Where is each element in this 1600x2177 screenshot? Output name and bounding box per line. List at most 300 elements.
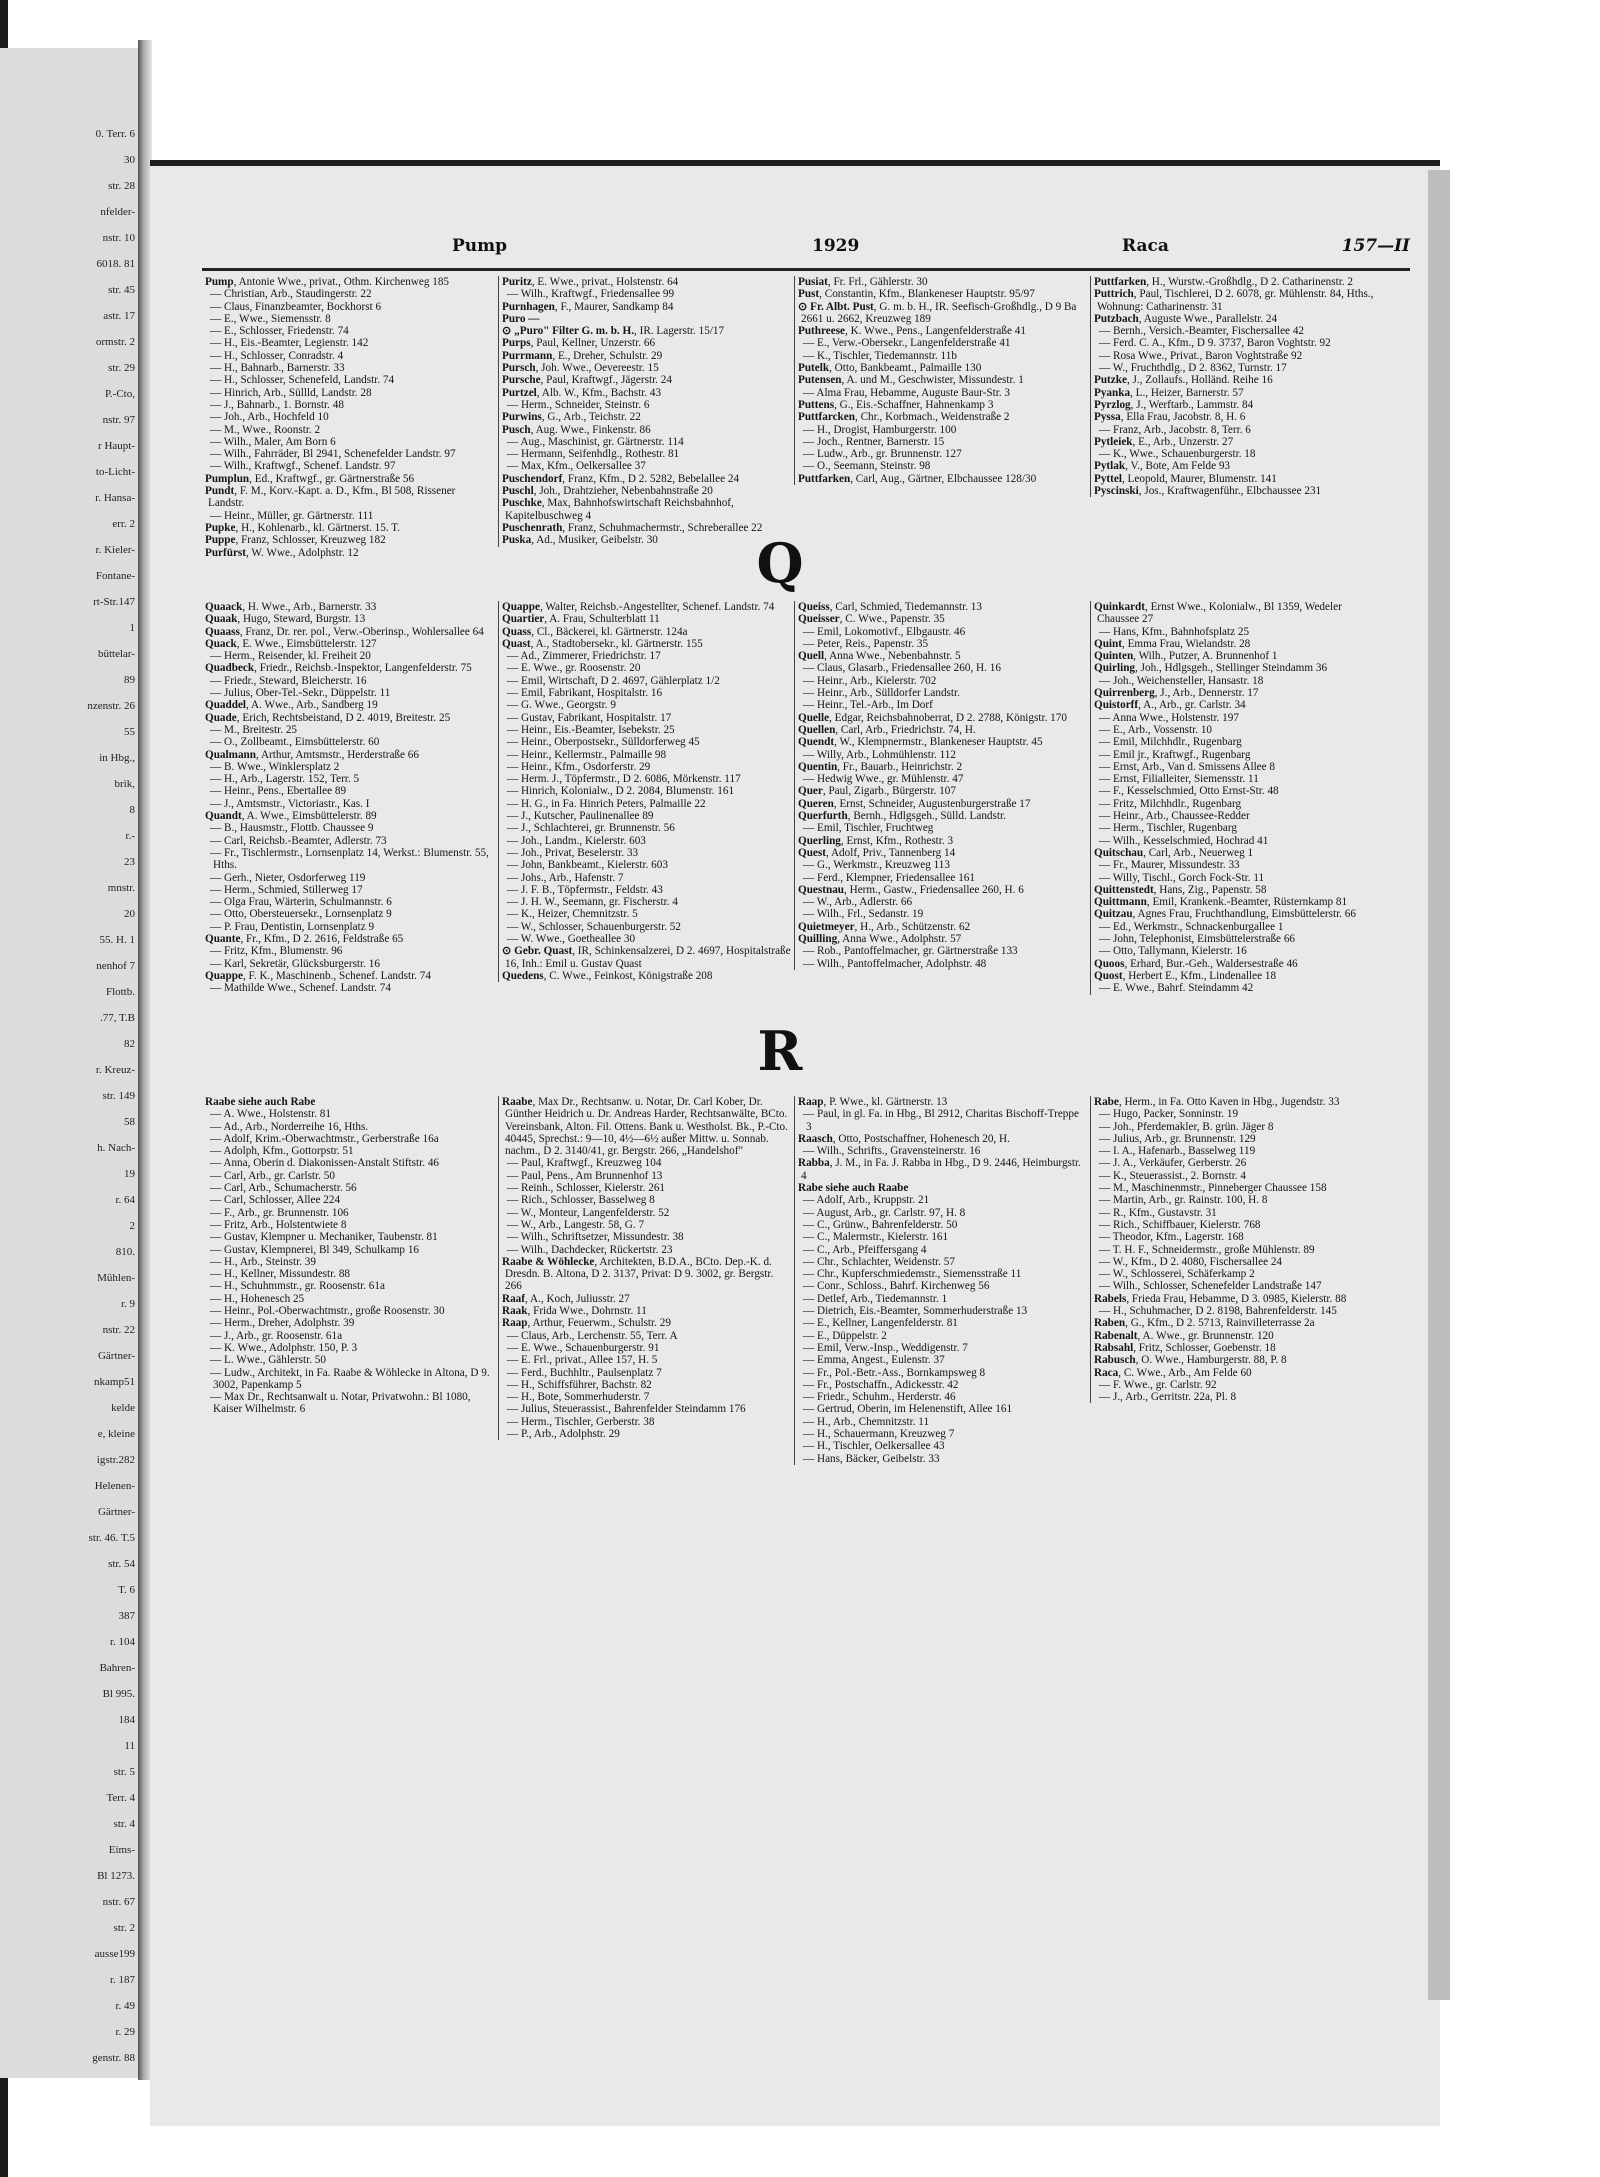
directory-entry: — Chr., Kupferschmiedemstr., Siemensstraße 11 (803, 1268, 1022, 1281)
directory-entry: — F., Arb., gr. Brunnenstr. 106 (210, 1206, 349, 1219)
directory-entry: — Wilh., Kraftwgf., Schenef. Landstr. 97 (210, 460, 396, 473)
directory-entry: Quast, A., Stadtobersekr., kl. Gärtnerstr. 155 (502, 637, 703, 650)
directory-entry: Querling, Ernst, Kfm., Rothestr. 3 (798, 834, 954, 847)
directory-entry: Quistorff, A., Arb., gr. Carlstr. 34 (1094, 699, 1246, 712)
directory-entry: — Conr., Schloss., Bahrf. Kirchenweg 56 (803, 1280, 990, 1293)
previous-page-text: 55 (124, 726, 135, 738)
directory-entry: — Julius, Arb., gr. Brunnenstr. 129 (1099, 1132, 1256, 1145)
directory-entry: Rabels, Frieda Frau, Hebamme, D 3. 0985, Kielerstr. 88 (1094, 1292, 1347, 1305)
directory-entry: — Fr., Maurer, Missundestr. 33 (1099, 859, 1240, 872)
directory-entry: — E., Arb., Vossenstr. 10 (1099, 723, 1213, 736)
directory-entry: — Willy, Arb., Lohmühlenstr. 112 (803, 748, 956, 761)
previous-page-text: Helenen- (94, 1480, 135, 1492)
directory-entry: Pytleiek, E., Arb., Unzerstr. 27 (1094, 435, 1234, 448)
directory-entry: — Wilh., Pantoffelmacher, Adolphstr. 48 (803, 957, 987, 970)
section-letter-r: R (757, 1019, 803, 1083)
directory-entry: Pursch, Joh. Wwe., Oevereestr. 15 (502, 362, 659, 375)
directory-entry: Quappe, Walter, Reichsb.-Angestellter, Schenef. Landstr. 74 (502, 601, 775, 613)
previous-page-text: nzenstr. 26 (87, 700, 135, 712)
directory-entry: — H., Schiffsführer, Bachstr. 82 (507, 1378, 652, 1391)
directory-entry: — Heinr., Pol.-Oberwachtmstr., große Roosenstr. 30 (210, 1305, 445, 1318)
directory-entry: — Heinr., Kellermstr., Palmaille 98 (507, 748, 667, 761)
directory-entry: Raap, Arthur, Feuerwm., Schulstr. 29 (502, 1317, 671, 1330)
directory-entry: Rabusch, O. Wwe., Hamburgerstr. 88, P. 8 (1094, 1354, 1287, 1367)
directory-entry: — Rich., Schiffbauer, Kielerstr. 768 (1099, 1218, 1261, 1231)
directory-column (794, 1096, 1087, 1465)
directory-entry: Quer, Paul, Zigarb., Bürgerstr. 107 (798, 785, 956, 798)
directory-entry: — M., Breitestr. 25 (210, 723, 298, 736)
previous-page-text: Bl 1273. (97, 1870, 135, 1882)
directory-entry: — Christian, Arb., Staudingerstr. 22 (210, 288, 372, 301)
directory-entry: ⊙ Gebr. Quast, IR, Schinkensalzerei, D 2. 4697, Hospitalstraße 16, Inh.: Emil u. Gustav Quast (502, 945, 791, 970)
directory-entry: — C., Malermstr., Kielerstr. 161 (803, 1231, 949, 1244)
directory-entry: Quartier, A. Frau, Schulterblatt 11 (502, 613, 660, 626)
directory-entry: Quinkardt, Ernst Wwe., Kolonialw., Bl 1359, Wedeler Chaussee 27 (1094, 601, 1342, 626)
directory-entry: — Fritz, Milchhdlr., Rugenbarg (1099, 797, 1242, 810)
previous-page-text: Gärtner- (97, 1350, 135, 1362)
directory-entry: Pusch, Aug. Wwe., Finkenstr. 86 (502, 423, 651, 436)
directory-entry: Quante, Fr., Kfm., D 2. 2616, Feldstraße 65 (205, 933, 404, 946)
directory-entry: Quint, Emma Frau, Wielandstr. 28 (1094, 637, 1251, 650)
previous-page-text: r. Kreuz- (95, 1064, 135, 1076)
directory-entry: — J. H. W., Seemann, gr. Fischerstr. 4 (507, 896, 678, 909)
directory-entry: Querfurth, Bernh., Hdlgsgeh., Sülld. Landstr. (798, 810, 1006, 823)
directory-entry: — Friedr., Schuhm., Herderstr. 46 (803, 1391, 956, 1404)
directory-entry: Puthreese, K. Wwe., Pens., Langenfelderstraße 41 (798, 325, 1026, 338)
directory-entry: — Heinr., Pens., Ebertallee 89 (210, 785, 347, 798)
directory-entry: — Olga Frau, Wärterin, Schulmannstr. 6 (210, 896, 392, 909)
previous-page-text: r. 29 (115, 2026, 135, 2038)
directory-entry: — Adolph, Kfm., Gottorpstr. 51 (210, 1145, 354, 1158)
previous-page-text: 387 (118, 1610, 135, 1622)
directory-entry: — Dietrich, Eis.-Beamter, Sommerhuderstraße 13 (803, 1305, 1028, 1318)
previous-page-text: mnstr. (107, 882, 135, 894)
directory-entry: — Emil, Lokomotivf., Elbgaustr. 46 (803, 625, 966, 638)
directory-entry: — Herm., Reisender, kl. Freiheit 20 (210, 650, 371, 663)
previous-page-text: 11 (124, 1740, 135, 1752)
previous-page-text: str. 45 (108, 284, 135, 296)
previous-page-text: 89 (124, 674, 135, 686)
directory-entry: Rabenalt, A. Wwe., gr. Brunnenstr. 120 (1094, 1329, 1274, 1342)
directory-entry: ⊙ Fr. Albt. Pust, G. m. b. H., IR. Seefisch-Großhdlg., D 9 Ba 2661 u. 2662, Kreuzweg 189 (798, 300, 1077, 325)
directory-entry: Pyssa, Ella Frau, Jacobstr. 8, H. 6 (1094, 411, 1246, 424)
directory-entry: Queiss, Carl, Schmied, Tiedemannstr. 13 (798, 601, 982, 613)
directory-entry: Raaf, A., Koch, Juliusstr. 27 (502, 1292, 630, 1305)
directory-entry: — M., Wwe., Roonstr. 2 (210, 423, 321, 436)
directory-entry: — Emil, Wirtschaft, D 2. 4697, Gählerplatz 1/2 (507, 674, 720, 687)
directory-entry: Rabe, Herm., in Fa. Otto Kaven in Hbg., Jugendstr. 33 (1094, 1096, 1340, 1108)
directory-entry: — H., Schlosser, Schenefeld, Landstr. 74 (210, 374, 395, 387)
directory-entry: Pump, Antonie Wwe., privat., Othm. Kirchenweg 185 (205, 276, 450, 288)
directory-entry: — Martin, Arb., gr. Rainstr. 100, H. 8 (1099, 1194, 1268, 1207)
directory-entry: — Gertrud, Oberin, im Helenenstift, Allee 161 (803, 1403, 1013, 1416)
previous-page-text: r. Hansa- (95, 492, 135, 504)
previous-page-text: in Hbg., (99, 752, 135, 764)
directory-entry: — Fritz, Kfm., Blumenstr. 96 (210, 945, 343, 958)
directory-entry: Puro — (502, 312, 540, 325)
directory-entry: Qualmann, Arthur, Amtsmstr., Herderstraße 66 (205, 748, 419, 761)
directory-column (202, 601, 494, 995)
directory-entry: ⊙ „Puro" Filter G. m. b. H., IR. Lagerstr. 15/17 (502, 325, 725, 338)
directory-entry: — Carl, Arb., Schumacherstr. 56 (210, 1182, 357, 1195)
directory-entry: — E., Verw.-Obersekr., Langenfelderstraße 41 (803, 337, 1011, 350)
directory-entry: — J., Amtsmstr., Victoriastr., Kas. I (210, 797, 370, 810)
previous-page-text: 8 (129, 804, 135, 816)
directory-entry: — Wilh., Kesselschmied, Hochrad 41 (1099, 834, 1269, 847)
directory-entry: — Theodor, Kfm., Lagerstr. 168 (1099, 1231, 1244, 1244)
directory-entry: — H., Schuhmacher, D 2. 8198, Bahrenfelderstr. 145 (1099, 1305, 1337, 1318)
header-rule (202, 268, 1410, 271)
directory-entry: Pyttel, Leopold, Maurer, Blumenstr. 141 (1094, 472, 1277, 485)
directory-entry: — I. A., Hafenarb., Basselweg 119 (1099, 1145, 1256, 1158)
directory-entry: — Heinr., Arb., Kielerstr. 702 (803, 674, 937, 687)
directory-entry: — E., Kellner, Langenfelderstr. 81 (803, 1317, 958, 1330)
directory-entry: — Wilh., Schlosser, Schenefelder Landstraße 147 (1099, 1280, 1322, 1293)
directory-entry: — J., Bahnarb., 1. Bornstr. 48 (210, 398, 344, 411)
directory-entry: Puschl, Joh., Drahtzieher, Nebenbahnstraße 20 (502, 485, 713, 498)
previous-page-text: Fontane- (95, 570, 135, 582)
directory-entry: Puttfarken, H., Wurstw.-Großhdlg., D 2. Catharinenstr. 2 (1094, 276, 1354, 288)
directory-entry: — J., Arb., Gerritstr. 22a, Pl. 8 (1099, 1391, 1237, 1404)
directory-entry: Putensen, A. und M., Geschwister, Missundestr. 1 (798, 374, 1024, 387)
directory-entry: — Ed., Werkmstr., Schnackenburgallee 1 (1099, 920, 1284, 933)
directory-entry: — K., Wwe., Schauenburgerstr. 18 (1099, 448, 1256, 461)
previous-page-text: nstr. 10 (102, 232, 135, 244)
directory-entry: — Emil, Fabrikant, Hospitalstr. 16 (507, 687, 663, 700)
directory-entry: — J., Schlachterei, gr. Brunnenstr. 56 (507, 822, 675, 835)
directory-entry: — E., Wwe., Siemensstr. 8 (210, 312, 331, 325)
directory-entry: Purfürst, W. Wwe., Adolphstr. 12 (205, 546, 359, 559)
directory-entry: — August, Arb., gr. Carlstr. 97, H. 8 (803, 1206, 966, 1219)
directory-entry: — Alma Frau, Hebamme, Auguste Baur-Str. 3 (803, 386, 1011, 399)
previous-page-text: str. 29 (108, 362, 135, 374)
directory-entry: — Herm., Schmied, Stillerweg 17 (210, 883, 363, 896)
directory-entry: Raak, Frida Wwe., Dohrnstr. 11 (502, 1305, 647, 1318)
directory-entry: Raabe & Wöhlecke, Architekten, B.D.A., BCto. Dep.-K. d. Dresdn. B. Altona, D 2. 3137, Privat: D 9. 3002, gr. Bergstr. 266 (502, 1255, 774, 1293)
header-first-entry: Pump (452, 236, 508, 256)
previous-page-text: str. 54 (108, 1558, 135, 1570)
previous-page-text: ormstr. 2 (95, 336, 135, 348)
previous-page-text: 23 (124, 856, 135, 868)
directory-entry: Quentin, Fr., Bauarb., Heinrichstr. 2 (798, 760, 963, 773)
directory-entry: Quirling, Joh., Hdlgsgeh., Stellinger Steindamm 36 (1094, 662, 1328, 675)
directory-entry: Raasch, Otto, Postschaffner, Hohenesch 20, H. (798, 1132, 1010, 1145)
directory-entry: Raabe siehe auch Rabe (205, 1096, 316, 1108)
previous-page-text: to-Licht- (95, 466, 135, 478)
directory-entry: — Claus, Glasarb., Friedensallee 260, H. 16 (803, 662, 1001, 675)
directory-entry: — Joh., Weichensteller, Hansastr. 18 (1099, 674, 1264, 687)
directory-entry: — O., Zollbeamt., Eimsbüttelerstr. 60 (210, 736, 380, 749)
previous-page-text: ausse199 (94, 1948, 135, 1960)
directory-entry: — E. Frl., privat., Allee 157, H. 5 (507, 1354, 658, 1367)
directory-entry: — Wilh., Schriftsetzer, Missundestr. 38 (507, 1231, 684, 1244)
directory-entry: Quest, Adolf, Priv., Tannenberg 14 (798, 846, 956, 859)
directory-entry: — H., Schauermann, Kreuzweg 7 (803, 1428, 955, 1441)
directory-entry: Quaddel, A. Wwe., Arb., Sandberg 19 (205, 699, 378, 712)
directory-entry: Quaak, Hugo, Steward, Burgstr. 13 (205, 613, 366, 626)
directory-entry: — C., Grünw., Bahrenfelderstr. 50 (803, 1218, 958, 1231)
directory-entry: — H., Schuhmmstr., gr. Roosenstr. 61a (210, 1280, 385, 1293)
previous-page-text: Gärtner- (97, 1506, 135, 1518)
directory-entry: Quell, Anna Wwe., Nebenbahnstr. 5 (798, 650, 961, 663)
directory-entry: Pundt, F. M., Korv.-Kapt. a. D., Kfm., Bl 508, Rissener Landstr. (205, 485, 456, 510)
directory-entry: — W., Monteur, Langenfelderstr. 52 (507, 1206, 670, 1219)
directory-entry: Raben, G., Kfm., D 2. 5713, Rainvilleterrasse 2a (1094, 1317, 1315, 1330)
directory-entry: — Julius, Steuerassist., Bahrenfelder Steindamm 176 (507, 1403, 746, 1416)
section-q (202, 601, 1410, 1016)
directory-entry: — Emma, Angest., Eulenstr. 37 (803, 1354, 945, 1367)
directory-entry: — Joh., Arb., Hochfeld 10 (210, 411, 329, 424)
directory-entry: — Ernst, Arb., Van d. Smissens Allee 8 (1099, 760, 1275, 773)
directory-entry: Pumplun, Ed., Kraftwgf., gr. Gärtnerstraße 56 (205, 472, 415, 485)
directory-entry: — H., Drogist, Hamburgerstr. 100 (803, 423, 957, 436)
directory-entry: Pust, Constantin, Kfm., Blankeneser Hauptstr. 95/97 (798, 288, 1035, 301)
directory-entry: — C., Arb., Pfeiffersgang 4 (803, 1243, 927, 1256)
directory-entry: — Heinr., Arb., Sülldorfer Landstr. (803, 687, 960, 700)
directory-entry: Quaack, H. Wwe., Arb., Barnerstr. 33 (205, 601, 377, 613)
directory-entry: Putelk, Otto, Bankbeamt., Palmaille 130 (798, 362, 982, 375)
directory-entry: Purps, Paul, Kellner, Unzerstr. 66 (502, 337, 656, 350)
directory-entry: Pyanka, L., Heizer, Barnerstr. 57 (1094, 386, 1244, 399)
directory-entry: — Joh., Privat, Beselerstr. 33 (507, 846, 639, 859)
directory-entry: — Max, Kfm., Oelkersallee 37 (507, 460, 646, 473)
directory-column (1090, 601, 1383, 995)
directory-entry: Puschendorf, Franz, Kfm., D 2. 5282, Bebelallee 24 (502, 472, 740, 485)
directory-entry: Purnhagen, F., Maurer, Sandkamp 84 (502, 300, 674, 313)
previous-page-text: 2 (129, 1220, 135, 1232)
directory-column (794, 276, 1087, 485)
previous-page-text: r. 49 (115, 2000, 135, 2012)
directory-entry: — G., Werkmstr., Kreuzweg 113 (803, 859, 950, 872)
previous-page-text: Flottb. (105, 986, 135, 998)
directory-entry: — Friedr., Steward, Bleicherstr. 16 (210, 674, 367, 687)
directory-entry: — Rosa Wwe., Privat., Baron Voghtstraße 92 (1099, 349, 1303, 362)
directory-entry: Pyscinski, Jos., Kraftwagenführ., Elbchaussee 231 (1094, 485, 1322, 498)
directory-entry: — Herm., Tischler, Rugenbarg (1099, 822, 1237, 835)
directory-entry: — H., Arb., Lagerstr. 152, Terr. 5 (210, 773, 360, 786)
previous-page-text: Bl 995. (102, 1688, 135, 1700)
directory-entry: — Aug., Maschinist, gr. Gärtnerstr. 114 (507, 435, 684, 448)
directory-entry: — Claus, Arb., Lerchenstr. 55, Terr. A (507, 1329, 678, 1342)
directory-column (498, 601, 791, 982)
page-edge (1428, 170, 1450, 2000)
directory-entry: — J., Kutscher, Paulinenallee 89 (507, 810, 654, 823)
directory-entry: — L. Wwe., Gählerstr. 50 (210, 1354, 326, 1367)
directory-entry: — F., Kesselschmied, Otto Ernst-Str. 48 (1099, 785, 1279, 798)
directory-entry: — H., Arb., Steinstr. 39 (210, 1255, 316, 1268)
directory-entry: — Otto, Tallymann, Kielerstr. 16 (1099, 945, 1247, 958)
directory-entry: — Ernst, Filialleiter, Siemensstr. 11 (1099, 773, 1259, 786)
page-header (202, 236, 1410, 264)
previous-page-text: nstr. 67 (102, 1896, 135, 1908)
directory-entry: — O., Seemann, Steinstr. 98 (803, 460, 931, 473)
directory-entry: — A. Wwe., Holstenstr. 81 (210, 1108, 331, 1121)
directory-entry: Quass, Cl., Bäckerei, kl. Gärtnerstr. 124a (502, 625, 688, 638)
directory-entry: — Adolf, Krim.-Oberwachtmstr., Gerberstraße 16a (210, 1132, 439, 1145)
directory-entry: — Mathilde Wwe., Schenef. Landstr. 74 (210, 982, 391, 995)
directory-entry: Puttfarcken, Chr., Korbmach., Weidenstraße 2 (798, 411, 1010, 424)
directory-entry: — Fritz, Arb., Holstentwiete 8 (210, 1218, 347, 1231)
previous-page-text: nfelder- (100, 206, 135, 218)
directory-entry: — Heinr., Müller, gr. Gärtnerstr. 111 (210, 509, 374, 522)
previous-page-text: err. 2 (112, 518, 135, 530)
previous-page-text: igstr.282 (96, 1454, 135, 1466)
directory-entry: Puschke, Max, Bahnhofswirtschaft Reichsbahnhof, Kapitelbuschweg 4 (502, 497, 734, 522)
directory-entry: — Heinr., Eis.-Beamter, Isebekstr. 25 (507, 723, 675, 736)
header-year: 1929 (812, 236, 860, 256)
directory-entry: — Bernh., Versich.-Beamter, Fischersallee 42 (1099, 325, 1305, 338)
directory-entry: — Peter, Reis., Papenstr. 35 (803, 637, 929, 650)
directory-entry: Quellen, Carl, Arb., Friedrichstr. 74, H. (798, 723, 976, 736)
previous-page-text: 6018. 81 (96, 258, 135, 270)
directory-entry: — E., Schlosser, Friedenstr. 74 (210, 325, 349, 338)
previous-page-text: r. 64 (115, 1194, 135, 1206)
previous-page-text: r.- (125, 830, 135, 842)
directory-entry: — Fr., Pol.-Betr.-Ass., Bornkampsweg 8 (803, 1366, 986, 1379)
previous-page-text: Terr. 4 (106, 1792, 135, 1804)
previous-page-text: Mühlen- (97, 1272, 135, 1284)
directory-entry: Quendt, W., Klempnermstr., Blankeneser Hauptstr. 45 (798, 736, 1043, 749)
directory-entry: — John, Telephonist, Eimsbüttelerstraße 66 (1099, 933, 1296, 946)
previous-page-text: r. Kieler- (95, 544, 135, 556)
directory-entry: — Ferd. C. A., Kfm., D 9. 3737, Baron Voghtstr. 92 (1099, 337, 1331, 350)
directory-entry: — K. Wwe., Adolphstr. 150, P. 3 (210, 1341, 358, 1354)
directory-entry: Putzbach, Auguste Wwe., Parallelstr. 24 (1094, 312, 1278, 325)
directory-entry: — Gustav, Klempner u. Mechaniker, Taubenstr. 81 (210, 1231, 438, 1244)
directory-entry: Puttrich, Paul, Tischlerei, D 2. 6078, gr. Mühlenstr. 84, Hths., Wohnung: Catharinenstr. 31 (1094, 288, 1374, 313)
page-number: 157—II (1341, 236, 1410, 256)
directory-entry: Quandt, A. Wwe., Eimsbüttelerstr. 89 (205, 810, 377, 823)
directory-column (1090, 1096, 1383, 1403)
directory-entry: — Hedwig Wwe., gr. Mühlenstr. 47 (803, 773, 964, 786)
directory-entry: — H., Hohenesch 25 (210, 1292, 305, 1305)
directory-entry: — Wilh., Dachdecker, Rückertstr. 23 (507, 1243, 673, 1256)
directory-entry: — Gerh., Nieter, Osdorferweg 119 (210, 871, 366, 884)
directory-entry: — Fr., Postschaffn., Adickesstr. 42 (803, 1378, 959, 1391)
directory-entry: — Wilh., Schrifts., Gravensteinerstr. 16 (803, 1145, 981, 1158)
previous-page-text: 184 (118, 1714, 135, 1726)
directory-entry: — J. A., Verkäufer, Gerberstr. 26 (1099, 1157, 1247, 1170)
directory-entry: — K., Tischler, Tiedemannstr. 11b (803, 349, 957, 362)
directory-entry: Puttfarken, Carl, Aug., Gärtner, Elbchaussee 128/30 (798, 472, 1037, 485)
directory-entry: Quaass, Franz, Dr. rer. pol., Verw.-Oberinsp., Wohlersallee 64 (205, 625, 484, 638)
directory-entry: — Otto, Obersteuersekr., Lornsenplatz 9 (210, 908, 392, 921)
directory-entry: Pytlak, V., Bote, Am Felde 93 (1094, 460, 1231, 473)
directory-entry: — J. F. B., Töpfermstr., Feldstr. 43 (507, 883, 663, 896)
directory-entry: — Paul, in gl. Fa. in Hbg., Bl 2912, Charitas Bischoff-Treppe 3 (803, 1108, 1079, 1133)
directory-entry: — Anna Wwe., Holstenstr. 197 (1099, 711, 1239, 724)
previous-page-text: nkamp51 (94, 1376, 135, 1388)
previous-page-text: Eims- (108, 1844, 135, 1856)
directory-entry: — R., Kfm., Gustavstr. 31 (1099, 1206, 1217, 1219)
directory-entry: — W., Arb., Langestr. 58, G. 7 (507, 1218, 645, 1231)
directory-entry: — B. Wwe., Winklersplatz 2 (210, 760, 340, 773)
directory-entry: Puppe, Franz, Schlosser, Kreuzweg 182 (205, 534, 386, 547)
directory-entry: — Chr., Schlachter, Weidenstr. 57 (803, 1255, 955, 1268)
directory-entry: — Hinrich, Arb., Süllld, Landstr. 28 (210, 386, 372, 399)
directory-entry: Quietmeyer, H., Arb., Schützenstr. 62 (798, 920, 971, 933)
directory-entry: Puritz, E. Wwe., privat., Holstenstr. 64 (502, 276, 679, 288)
previous-page-text: r Haupt- (98, 440, 135, 452)
directory-entry: — Adolf, Arb., Kruppstr. 21 (803, 1194, 930, 1207)
directory-entry: — W., Schlosserei, Schäferkamp 2 (1099, 1268, 1255, 1281)
directory-entry: — Heinr., Tel.-Arb., Im Dorf (803, 699, 933, 712)
directory-entry: Quadbeck, Friedr., Reichsb.-Inspektor, Langenfelderstr. 75 (205, 662, 472, 675)
directory-column (498, 1096, 791, 1440)
directory-entry: Puttens, G., Eis.-Schaffner, Hahnenkamp 3 (798, 398, 994, 411)
directory-entry: — Heinr., Kfm., Osdorferstr. 29 (507, 760, 651, 773)
directory-entry: — Joh., Landm., Kielerstr. 603 (507, 834, 646, 847)
directory-entry: — Ad., Zimmerer, Friedrichstr. 17 (507, 650, 661, 663)
directory-entry: Quelle, Edgar, Reichsbahnoberrat, D 2. 2788, Königstr. 170 (798, 711, 1067, 724)
directory-entry: — W., Arb., Adlerstr. 66 (803, 896, 913, 909)
previous-page-text: 58 (124, 1116, 135, 1128)
directory-entry: — Gustav, Fabrikant, Hospitalstr. 17 (507, 711, 672, 724)
directory-entry: — Hugo, Packer, Sonninstr. 19 (1099, 1108, 1239, 1121)
directory-entry: — Herm., Dreher, Adolphstr. 39 (210, 1317, 355, 1330)
directory-entry: Quappe, F. K., Maschinenb., Schenef. Landstr. 74 (205, 969, 431, 982)
previous-page-text: str. 2 (113, 1922, 135, 1934)
directory-entry: Pusiat, Fr. Frl., Gählerstr. 30 (798, 276, 928, 288)
previous-page-text: P.-Cto, (105, 388, 135, 400)
previous-page-text: h. Nach- (97, 1142, 135, 1154)
directory-entry: Quade, Erich, Rechtsbeistand, D 2. 4019, Breitestr. 25 (205, 711, 451, 724)
previous-page-text: 810. (115, 1246, 135, 1258)
directory-entry: Quilling, Anna Wwe., Adolphstr. 57 (798, 933, 962, 946)
directory-entry: — F. Wwe., gr. Carlstr. 92 (1099, 1378, 1217, 1391)
directory-entry: Raabe, Max Dr., Rechtsanw. u. Notar, Dr. Carl Kober, Dr. Günther Heidrich u. Dr. Andreas Harder, Rechtsanwälte, BCto. Vereinsbank, Alton. Fil. Ottens. Bank u. Westholst. Bk., P.-Cto. 40445, Sprechst.: 9—10, 4½—6½ außer Mittw. u. Sonnab. nachm., D 2. 3140/41, gr. Bergstr. 266, „Handelshof" (502, 1096, 788, 1158)
previous-page-text: r. 187 (109, 1974, 135, 1986)
previous-page-text: str. 5 (113, 1766, 135, 1778)
directory-entry: Quinten, Wilh., Putzer, A. Brunnenhof 1 (1094, 650, 1278, 663)
previous-page-text: genstr. 88 (92, 2052, 135, 2064)
previous-page-text: nstr. 97 (102, 414, 135, 426)
section-r (202, 1096, 1410, 1516)
previous-page-text: .77, T.B (99, 1012, 135, 1024)
directory-entry: — T. H. F., Schneidermstr., große Mühlenstr. 89 (1099, 1243, 1315, 1256)
directory-entry: — Paul, Kraftwgf., Kreuzweg 104 (507, 1157, 662, 1170)
directory-entry: — Wilh., Kraftwgf., Friedensallee 99 (507, 288, 675, 301)
previous-page-text: rt-Str.147 (93, 596, 135, 608)
directory-entry: — H., Tischler, Oelkersallee 43 (803, 1440, 945, 1453)
directory-entry: — Heinr., Arb., Chaussee-Redder (1099, 810, 1250, 823)
directory-entry: Puska, Ad., Musiker, Geibelstr. 30 (502, 534, 658, 547)
directory-entry: Quedens, C. Wwe., Feinkost, Königstraße 208 (502, 969, 713, 982)
previous-page-fragment (0, 48, 143, 2078)
previous-page-text: r. 9 (120, 1298, 135, 1310)
directory-entry: Raap, P. Wwe., kl. Gärtnerstr. 13 (798, 1096, 948, 1108)
directory-entry: — W. Wwe., Goetheallee 30 (507, 933, 636, 946)
directory-entry: Raca, C. Wwe., Arb., Am Felde 60 (1094, 1366, 1252, 1379)
directory-entry: — Ferd., Buchhltr., Paulsenplatz 7 (507, 1366, 662, 1379)
directory-entry: Queren, Ernst, Schneider, Augustenburgerstraße 17 (798, 797, 1031, 810)
directory-entry: — Carl, Schlosser, Allee 224 (210, 1194, 341, 1207)
directory-entry: — Carl, Reichsb.-Beamter, Adlerstr. 73 (210, 834, 387, 847)
directory-entry: Quittenstedt, Hans, Zig., Papenstr. 58 (1094, 883, 1267, 896)
directory-entry: — Ludw., Architekt, in Fa. Raabe & Wöhlecke in Altona, D 9. 3002, Papenkamp 5 (210, 1366, 490, 1391)
directory-entry: — W., Kfm., D 2. 4080, Fischersallee 24 (1099, 1255, 1283, 1268)
directory-entry: — Paul, Pens., Am Brunnenhof 13 (507, 1169, 663, 1182)
directory-entry: — Ad., Arb., Norderreihe 16, Hths. (210, 1120, 369, 1133)
directory-entry: — Fr., Tischlermstr., Lornsenplatz 14, Werkst.: Blumenstr. 55, Hths. (210, 846, 489, 872)
directory-entry: — W., Fruchthdlg., D 2. 8362, Turnstr. 17 (1099, 362, 1287, 375)
directory-entry: — W., Schlosser, Schauenburgerstr. 52 (507, 920, 681, 933)
directory-entry: — Joch., Rentner, Barnerstr. 15 (803, 435, 945, 448)
directory-entry: Rabe siehe auch Raabe (798, 1182, 909, 1195)
directory-entry: — Wilh., Maler, Am Born 6 (210, 435, 336, 448)
directory-entry: — E. Wwe., gr. Roosenstr. 20 (507, 662, 641, 675)
directory-entry: Putzke, J., Zollaufs., Holländ. Reihe 16 (1094, 374, 1273, 387)
